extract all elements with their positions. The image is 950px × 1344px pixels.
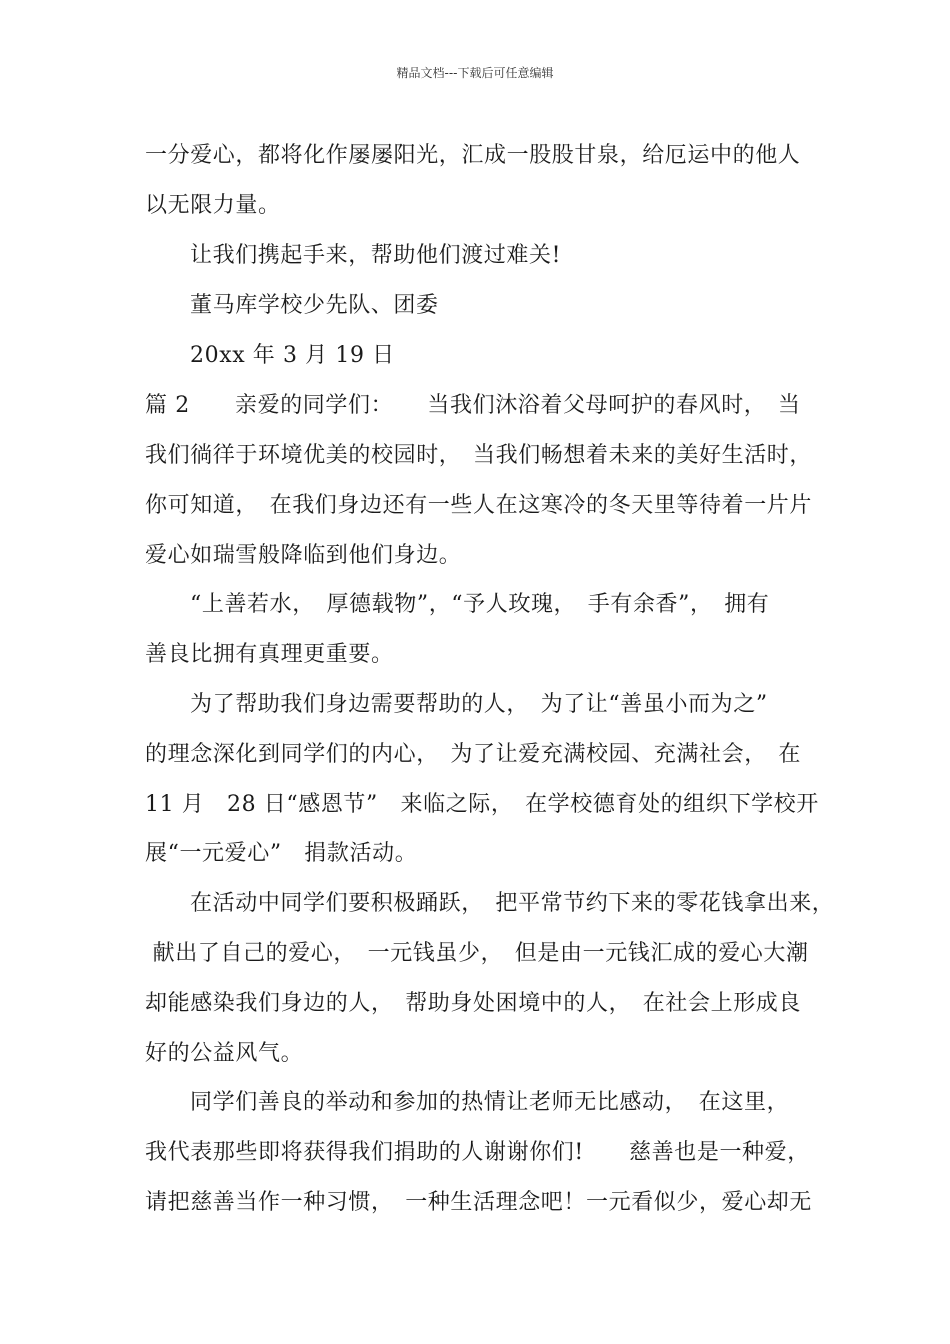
section-heading-line: 篇 2 亲爱的同学们： 当我们沐浴着父母呵护的春风时， 当 [145, 393, 801, 418]
signature-org: 董马库学校少先队、团委 [190, 293, 439, 318]
text-line: 以无限力量。 [145, 193, 281, 218]
text-line: 你可知道， 在我们身边还有一些人在这寒冷的冬天里等待着一片片 [145, 493, 813, 518]
text-line: 11 月 28 日“感恩节” 来临之际， 在学校德育处的组织下学校开 [145, 792, 819, 817]
text-line: “上善若水， 厚德载物”，“予人玫瑰， 手有余香”， 拥有 [190, 592, 770, 617]
signature-date: 20xx 年 3 月 19 日 [190, 343, 395, 368]
text-line: 献出了自己的爱心， 一元钱虽少， 但是由一元钱汇成的爱心大潮 [145, 941, 809, 966]
text-line: 展“一元爱心” 捐款活动。 [145, 841, 418, 866]
text-line: 让我们携起手来，帮助他们渡过难关! [190, 243, 562, 268]
text-line: 爱心如瑞雪般降临到他们身边。 [145, 543, 462, 568]
text-line: 的理念深化到同学们的内心， 为了让爱充满校园、充满社会， 在 [145, 742, 802, 767]
text-line: 却能感染我们身边的人， 帮助身处困境中的人， 在社会上形成良 [145, 991, 802, 1016]
text-line: 我们徜徉于环境优美的校园时， 当我们畅想着未来的美好生活时， [145, 443, 813, 468]
text-line: 我代表那些即将获得我们捐助的人谢谢你们! 慈善也是一种爱， [145, 1140, 810, 1165]
text-line: 好的公益风气。 [145, 1041, 304, 1066]
text-line: 为了帮助我们身边需要帮助的人， 为了让“善虽小而为之” [190, 692, 768, 717]
page-header: 精品文档---下载后可任意编辑 [396, 66, 554, 80]
text-line: 在活动中同学们要积极踊跃， 把平常节约下来的零花钱拿出来， [190, 891, 835, 916]
text-line: 善良比拥有真理更重要。 [145, 642, 394, 667]
text-line: 请把慈善当作一种习惯， 一种生活理念吧！一元看似少，爱心却无 [145, 1190, 813, 1215]
text-line: 同学们善良的举动和参加的热情让老师无比感动， 在这里， [190, 1090, 790, 1115]
text-line: 一分爱心，都将化作屡屡阳光，汇成一股股甘泉，给厄运中的他人 [145, 143, 801, 168]
